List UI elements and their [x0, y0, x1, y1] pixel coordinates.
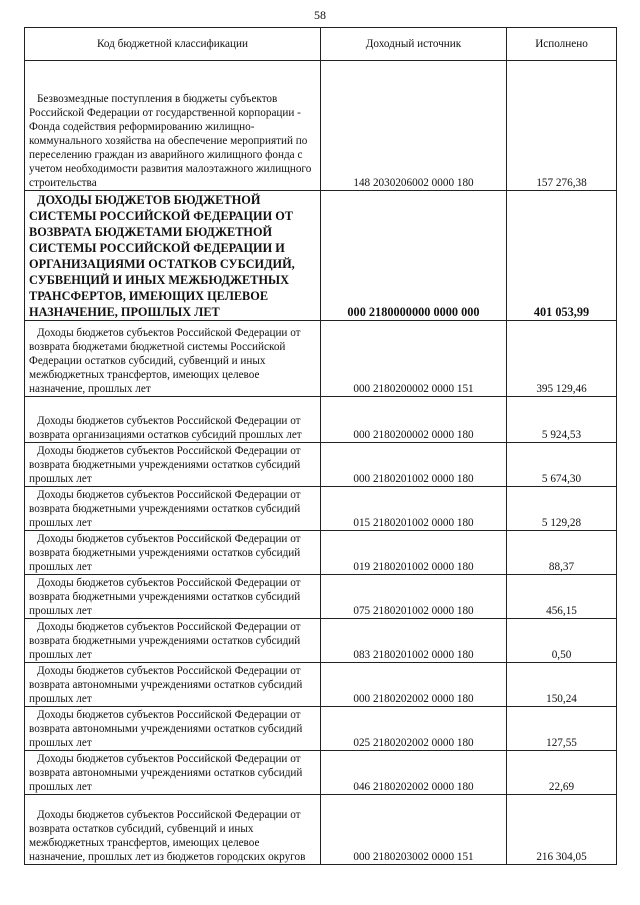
table-header-row: [25, 28, 617, 61]
row-amount: 150,24: [507, 663, 617, 707]
row-amount: 456,15: [507, 575, 617, 619]
table-row: [25, 191, 617, 321]
table-row: [25, 619, 617, 663]
row-description: Доходы бюджетов субъектов Российской Федерации от возврата автономными учреждениями остатков субсидий прошлых лет: [25, 751, 321, 795]
row-description: Доходы бюджетов субъектов Российской Федерации от возврата организациями остатков субсидий прошлых лет: [25, 397, 321, 443]
row-income-code: 000 2180201002 0000 180: [321, 443, 507, 487]
row-description: ДОХОДЫ БЮДЖЕТОВ БЮДЖЕТНОЙ СИСТЕМЫ РОССИЙСКОЙ ФЕДЕРАЦИИ ОТ ВОЗВРАТА БЮДЖЕТАМИ БЮДЖЕТНОЙ СИСТЕМЫ РОССИЙСКОЙ ФЕДЕРАЦИИ И ОРГАНИЗАЦИЯМИ ОСТАТКОВ СУБСИДИЙ, СУБВЕНЦИЙ И ИНЫХ МЕЖБЮДЖЕТНЫХ ТРАНСФЕРТОВ, ИМЕЮЩИХ ЦЕЛЕВОЕ НАЗНАЧЕНИЕ, ПРОШЛЫХ ЛЕТ: [25, 191, 321, 321]
row-amount: 216 304,05: [507, 795, 617, 865]
row-income-code: 000 2180200002 0000 151: [321, 321, 507, 397]
row-income-code: 000 2180200002 0000 180: [321, 397, 507, 443]
row-description: Доходы бюджетов субъектов Российской Федерации от возврата бюджетными учреждениями остатков субсидий прошлых лет: [25, 531, 321, 575]
header-classification-code: Код бюджетной классификации: [25, 28, 321, 61]
row-description: Доходы бюджетов субъектов Российской Федерации от возврата бюджетными учреждениями остатков субсидий прошлых лет: [25, 575, 321, 619]
row-income-code: 148 2030206002 0000 180: [321, 61, 507, 191]
row-amount: 5 674,30: [507, 443, 617, 487]
row-description: Безвозмездные поступления в бюджеты субъектов Российской Федерации от государственной корпорации - Фонда содействия реформированию жилищно-коммунального хозяйства на обеспечение мероприятий по переселению граждан из аварийного жилищного фонда с учетом необходимости развития малоэтажного жилищного строительства: [25, 61, 321, 191]
row-income-code: 025 2180202002 0000 180: [321, 707, 507, 751]
table-row: [25, 751, 617, 795]
row-description: Доходы бюджетов субъектов Российской Федерации от возврата бюджетами бюджетной системы Российской Федерации остатков субсидий, субвенций и иных межбюджетных трансфертов, имеющих целевое назначение, прошлых лет: [25, 321, 321, 397]
row-income-code: 000 2180202002 0000 180: [321, 663, 507, 707]
table-row: [25, 61, 617, 191]
row-description: Доходы бюджетов субъектов Российской Федерации от возврата автономными учреждениями остатков субсидий прошлых лет: [25, 707, 321, 751]
header-income-source: Доходный источник: [321, 28, 507, 61]
row-description: Доходы бюджетов субъектов Российской Федерации от возврата остатков субсидий, субвенций и иных межбюджетных трансфертов, имеющих целевое назначение, прошлых лет из бюджетов городских округов: [25, 795, 321, 865]
row-amount: 401 053,99: [507, 191, 617, 321]
row-amount: 395 129,46: [507, 321, 617, 397]
row-description: Доходы бюджетов субъектов Российской Федерации от возврата бюджетными учреждениями остатков субсидий прошлых лет: [25, 487, 321, 531]
row-description: Доходы бюджетов субъектов Российской Федерации от возврата бюджетными учреждениями остатков субсидий прошлых лет: [25, 443, 321, 487]
budget-table: [24, 27, 617, 865]
row-income-code: 019 2180201002 0000 180: [321, 531, 507, 575]
row-amount: 0,50: [507, 619, 617, 663]
row-description: Доходы бюджетов субъектов Российской Федерации от возврата автономными учреждениями остатков субсидий прошлых лет: [25, 663, 321, 707]
row-income-code: 046 2180202002 0000 180: [321, 751, 507, 795]
page-number: 58: [314, 8, 326, 22]
table-body: [25, 61, 617, 865]
row-amount: 157 276,38: [507, 61, 617, 191]
table-row: [25, 487, 617, 531]
row-amount: 5 129,28: [507, 487, 617, 531]
row-income-code: 000 2180203002 0000 151: [321, 795, 507, 865]
table-row: [25, 663, 617, 707]
row-description: Доходы бюджетов субъектов Российской Федерации от возврата бюджетными учреждениями остатков субсидий прошлых лет: [25, 619, 321, 663]
table-row: [25, 443, 617, 487]
table-row: [25, 795, 617, 865]
table-row: [25, 397, 617, 443]
row-amount: 88,37: [507, 531, 617, 575]
header-executed: Исполнено: [507, 28, 617, 61]
row-income-code: 083 2180201002 0000 180: [321, 619, 507, 663]
row-income-code: 015 2180201002 0000 180: [321, 487, 507, 531]
row-amount: 127,55: [507, 707, 617, 751]
table-row: [25, 707, 617, 751]
table-row: [25, 531, 617, 575]
row-income-code: 075 2180201002 0000 180: [321, 575, 507, 619]
row-amount: 22,69: [507, 751, 617, 795]
row-income-code: 000 2180000000 0000 000: [321, 191, 507, 321]
row-amount: 5 924,53: [507, 397, 617, 443]
table-row: [25, 321, 617, 397]
table-row: [25, 575, 617, 619]
